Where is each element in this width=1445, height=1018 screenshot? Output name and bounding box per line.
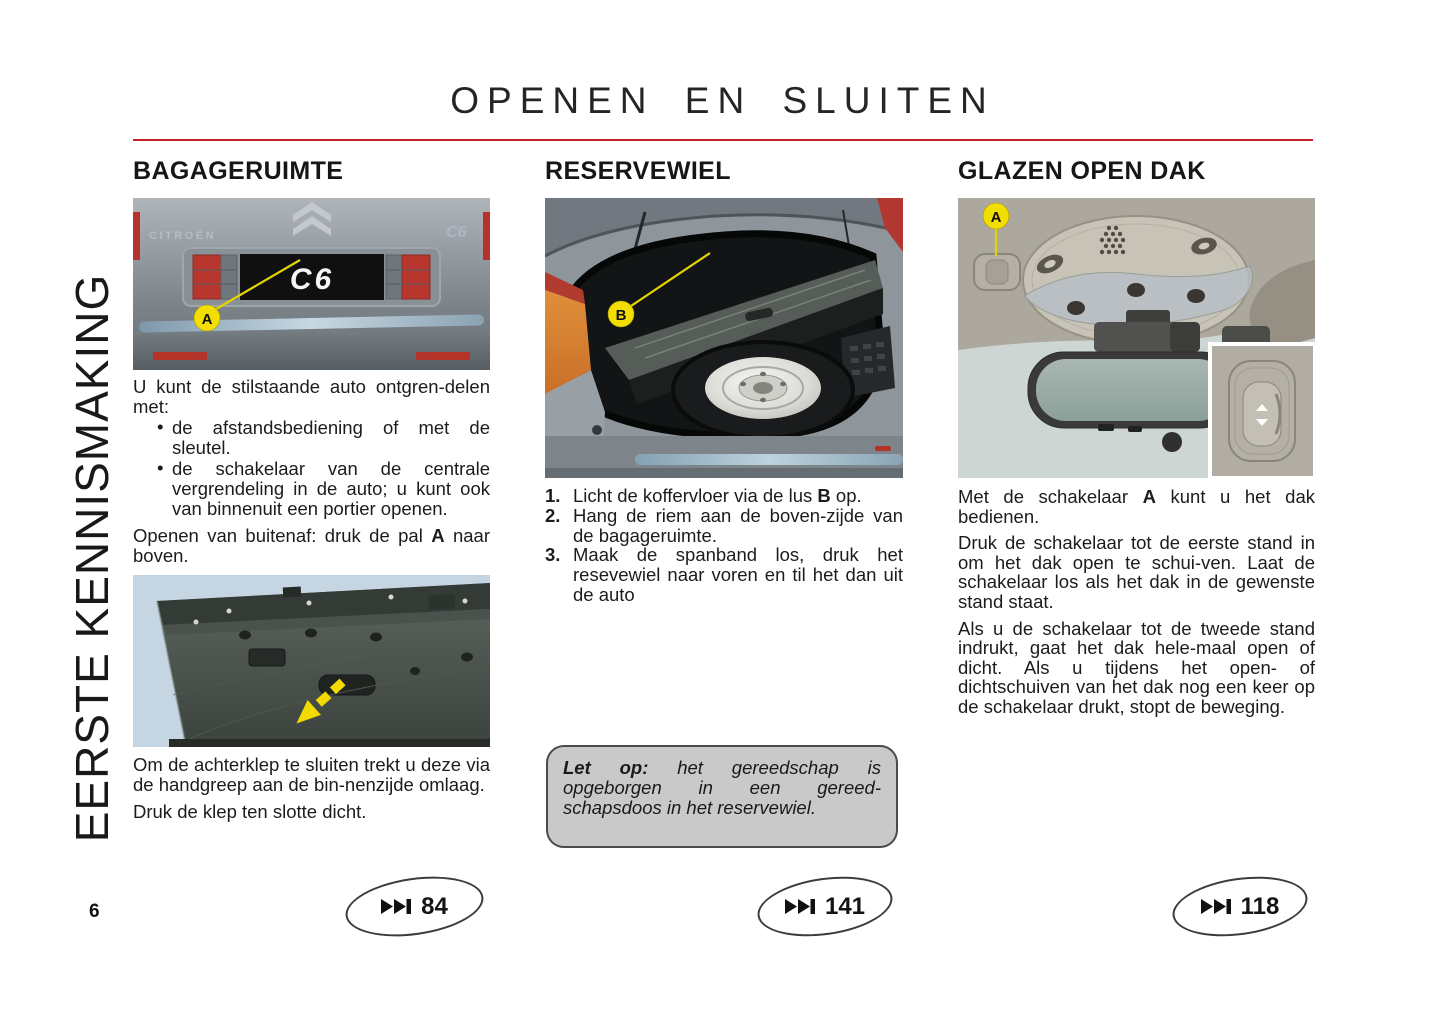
- reflector-left: [153, 352, 207, 360]
- fast-forward-icon: [381, 899, 412, 914]
- spare-wheel-steps: [545, 486, 903, 605]
- title-divider: [133, 139, 1313, 141]
- section-reservewiel: [545, 157, 903, 818]
- page-reference-badge: [345, 878, 484, 935]
- handle-recess: [319, 675, 375, 695]
- step-item: 1. Licht de koffervloer via de lus B op.: [545, 485, 862, 506]
- badge-ellipse: [342, 869, 488, 945]
- unlock-methods-list: [133, 418, 490, 518]
- paragraph-second-detent: Als u de schakelaar tot de tweede stand indrukt, gaat het dak hele-maal open of dicht. Als u tijdens het open- of dichtschuiven van het dak nog een keer op de schakelaar drukt, stopt de beweging.: [958, 617, 1315, 717]
- paragraph-unlock-intro: U kunt de stilstaande auto ontgren-delen met:: [133, 376, 490, 417]
- photo-spare-wheel: [545, 198, 903, 478]
- photo-ceiling-console: [958, 198, 1315, 478]
- callout-b-label: B: [615, 307, 627, 324]
- list-item-text: de afstandsbediening of met de sleutel.: [172, 417, 490, 458]
- paragraph-open-outside: Openen van buitenaf: druk de pal A naar boven.: [133, 525, 490, 566]
- callout-a-label: A: [201, 311, 213, 328]
- chrome-strip: [635, 454, 903, 465]
- paragraph-first-detent: Druk de schakelaar tot de eerste stand in om het dak open te schui-ven. Laat de schakelaar los als het dak in de gewenste stand staat.: [958, 532, 1315, 612]
- license-plate-text: C6: [289, 263, 335, 296]
- latch-recess: [249, 649, 285, 666]
- bullet-icon: •: [157, 457, 164, 479]
- spare-wheel: [673, 342, 853, 438]
- photo-tailgate-inner: [133, 575, 490, 747]
- fast-forward-icon: [1201, 899, 1232, 914]
- sunroof-rocker: [1243, 382, 1281, 446]
- bullet-icon: •: [157, 416, 164, 438]
- tail-light-left: [193, 255, 237, 299]
- photo-car-rear: [133, 198, 490, 370]
- step-number: 1.: [545, 485, 561, 506]
- note-label: Let op:: [563, 757, 649, 778]
- page-title: OPENEN EN SLUITEN: [450, 80, 995, 121]
- tail-light-right: [386, 255, 430, 299]
- list-item: [133, 459, 490, 518]
- reference-page-number: 141: [824, 892, 866, 920]
- paragraph-switch-intro: Met de schakelaar A kunt u het dak bedienen.: [958, 486, 1315, 527]
- paragraph-close-tailgate: Om de achterklep te sluiten trekt u deze via de handgreep aan de bin-nenzijde omlaag.: [133, 754, 490, 795]
- list-item: [133, 418, 490, 457]
- section-heading-bagageruimte: BAGAGERUIMTE: [133, 157, 344, 185]
- callout-ref-a: A: [1142, 486, 1156, 507]
- spare-wheel-illustration: [545, 198, 903, 478]
- reflector-right: [416, 352, 470, 360]
- switch-inset: [1210, 344, 1315, 478]
- note-text: het gereedschap is opgeborgen in een gereed-schapsdoos in het reservewiel.: [563, 757, 881, 818]
- reference-page-number: 118: [1240, 892, 1280, 920]
- step-item: 3. Maak de spanband los, druk het resevewiel naar voren en til het dan uit de auto: [545, 544, 903, 605]
- tailgate-inner-illustration: [133, 575, 490, 747]
- side-grid: [850, 342, 886, 375]
- callout-ref-a: A: [431, 525, 445, 547]
- callout-ref-b: B: [817, 485, 831, 506]
- page-reference-badge: [757, 878, 893, 935]
- car-rear-illustration: [133, 198, 490, 370]
- sunroof-switch: [974, 254, 1020, 290]
- bumper: [133, 331, 490, 370]
- section-glazen-open-dak: [958, 158, 1315, 717]
- callout-a-badge: [983, 203, 1009, 229]
- fast-forward-icon: [785, 899, 816, 914]
- list-item-text: de schakelaar van de centrale vergrendeling in de auto; u kunt ook van binnenuit een portier openen.: [172, 458, 490, 519]
- reference-page-number: 84: [421, 892, 448, 920]
- chapter-vertical-title: EERSTE KENNISMAKING: [66, 273, 118, 843]
- model-badge: C6: [446, 224, 467, 241]
- page-number: 6: [89, 901, 100, 922]
- callout-a-badge: [194, 305, 220, 331]
- brand-lettering: CITROËN: [149, 230, 216, 242]
- ceiling-console-illustration: [958, 198, 1315, 478]
- callout-a-label: A: [990, 209, 1002, 226]
- step-number: 2.: [545, 504, 561, 526]
- paragraph-push-shut: Druk de klep ten slotte dicht.: [133, 800, 367, 822]
- section-heading-reservewiel: RESERVEWIEL: [545, 157, 731, 185]
- section-heading-glazen-open-dak: GLAZEN OPEN DAK: [958, 157, 1206, 185]
- note-box: [546, 745, 898, 848]
- step-number: 3.: [545, 544, 561, 566]
- section-bagageruimte: [133, 158, 490, 821]
- step-item: 2. Hang de riem aan de boven-zijde van de bagageruimte.: [545, 504, 903, 546]
- tail-lamp-strip-right: [483, 212, 490, 260]
- page-reference-badge: [1172, 878, 1308, 935]
- tail-lamp-strip-left: [133, 212, 140, 260]
- callout-b-badge: [608, 301, 634, 327]
